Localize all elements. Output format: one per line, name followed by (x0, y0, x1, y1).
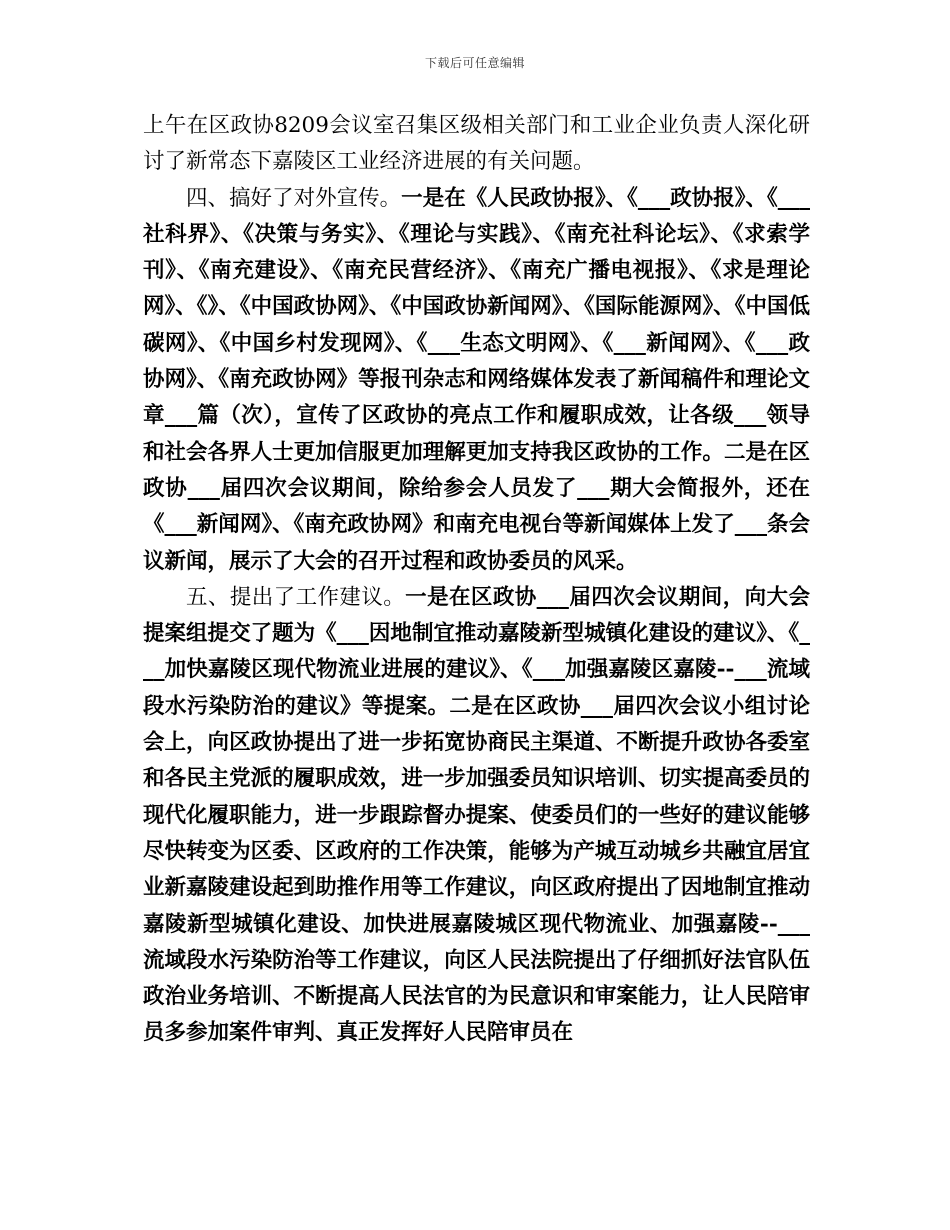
document-body (143, 108, 810, 1052)
section-heading: 五、提出了工作建议。 (186, 584, 406, 610)
paragraph-continuation (143, 108, 810, 181)
paragraph-suggestions (143, 580, 810, 1052)
page-header: 下载后可任意编辑 (424, 56, 525, 70)
section-heading: 四、搞好了对外宣传。 (186, 185, 402, 211)
paragraph-publicity (143, 181, 810, 580)
paragraph-text: 一是在区政协___届四次会议期间，向大会提案组提交了题为《___因地制宜推动嘉陵新型城镇化建设的建议》、《___加快嘉陵区现代物流业进展的建议》、《___加强嘉陵区嘉陵--___流域段水污染防治的建议》等提案。二是在区政协___届四次会议小组讨论会上，向区政协提出了进一步拓宽协商民主渠道、不断提升政协各委室和各民主党派的履职成效，进一步加强委员知识培训、切实提高委员的现代化履职能力，进一步跟踪督办提案、使委员们的一些好的建议能够尽快转变为区委、区政府的工作决策，能够为产城互动城乡共融宜居宜业新嘉陵建设起到助推作用等工作建议，向区政府提出了因地制宜推动嘉陵新型城镇化建设、加快进展嘉陵城区现代物流业、加强嘉陵--___流域段水污染防治等工作建议，向区人民法院提出了仔细抓好法官队伍政治业务培训、不断提高人民法官的为民意识和审案能力，让人民陪审员多参加案件审判、真正发挥好人民陪审员在 (143, 584, 810, 1046)
paragraph-text: 上午在区政协8209会议室召集区级相关部门和工业企业负责人深化研讨了新常态下嘉陵区工业经济进展的有关问题。 (143, 113, 810, 175)
paragraph-text: 一是在《人民政协报》、《___政协报》、《___社科界》、《决策与务实》、《理论与实践》、《南充社科论坛》、《求索学刊》、《南充建设》、《南充民营经济》、《南充广播电视报》、《求是理论网》、《》、《中国政协网》、《中国政协新闻网》、《国际能源网》、《中国低碳网》、《中国乡村发现网》、《___生态文明网》、《___新闻网》、《___政协网》、《南充政协网》等报刊杂志和网络媒体发表了新闻稿件和理论文章___篇（次），宣传了区政协的亮点工作和履职成效，让各级___领导和社会各界人士更加信服更加理解更加支持我区政协的工作。二是在区政协___届四次会议期间，除给参会人员发了___期大会简报外，还在《___新闻网》、《南充政协网》和南充电视台等新闻媒体上发了___条会议新闻，展示了大会的召开过程和政协委员的风采。 (143, 185, 810, 574)
